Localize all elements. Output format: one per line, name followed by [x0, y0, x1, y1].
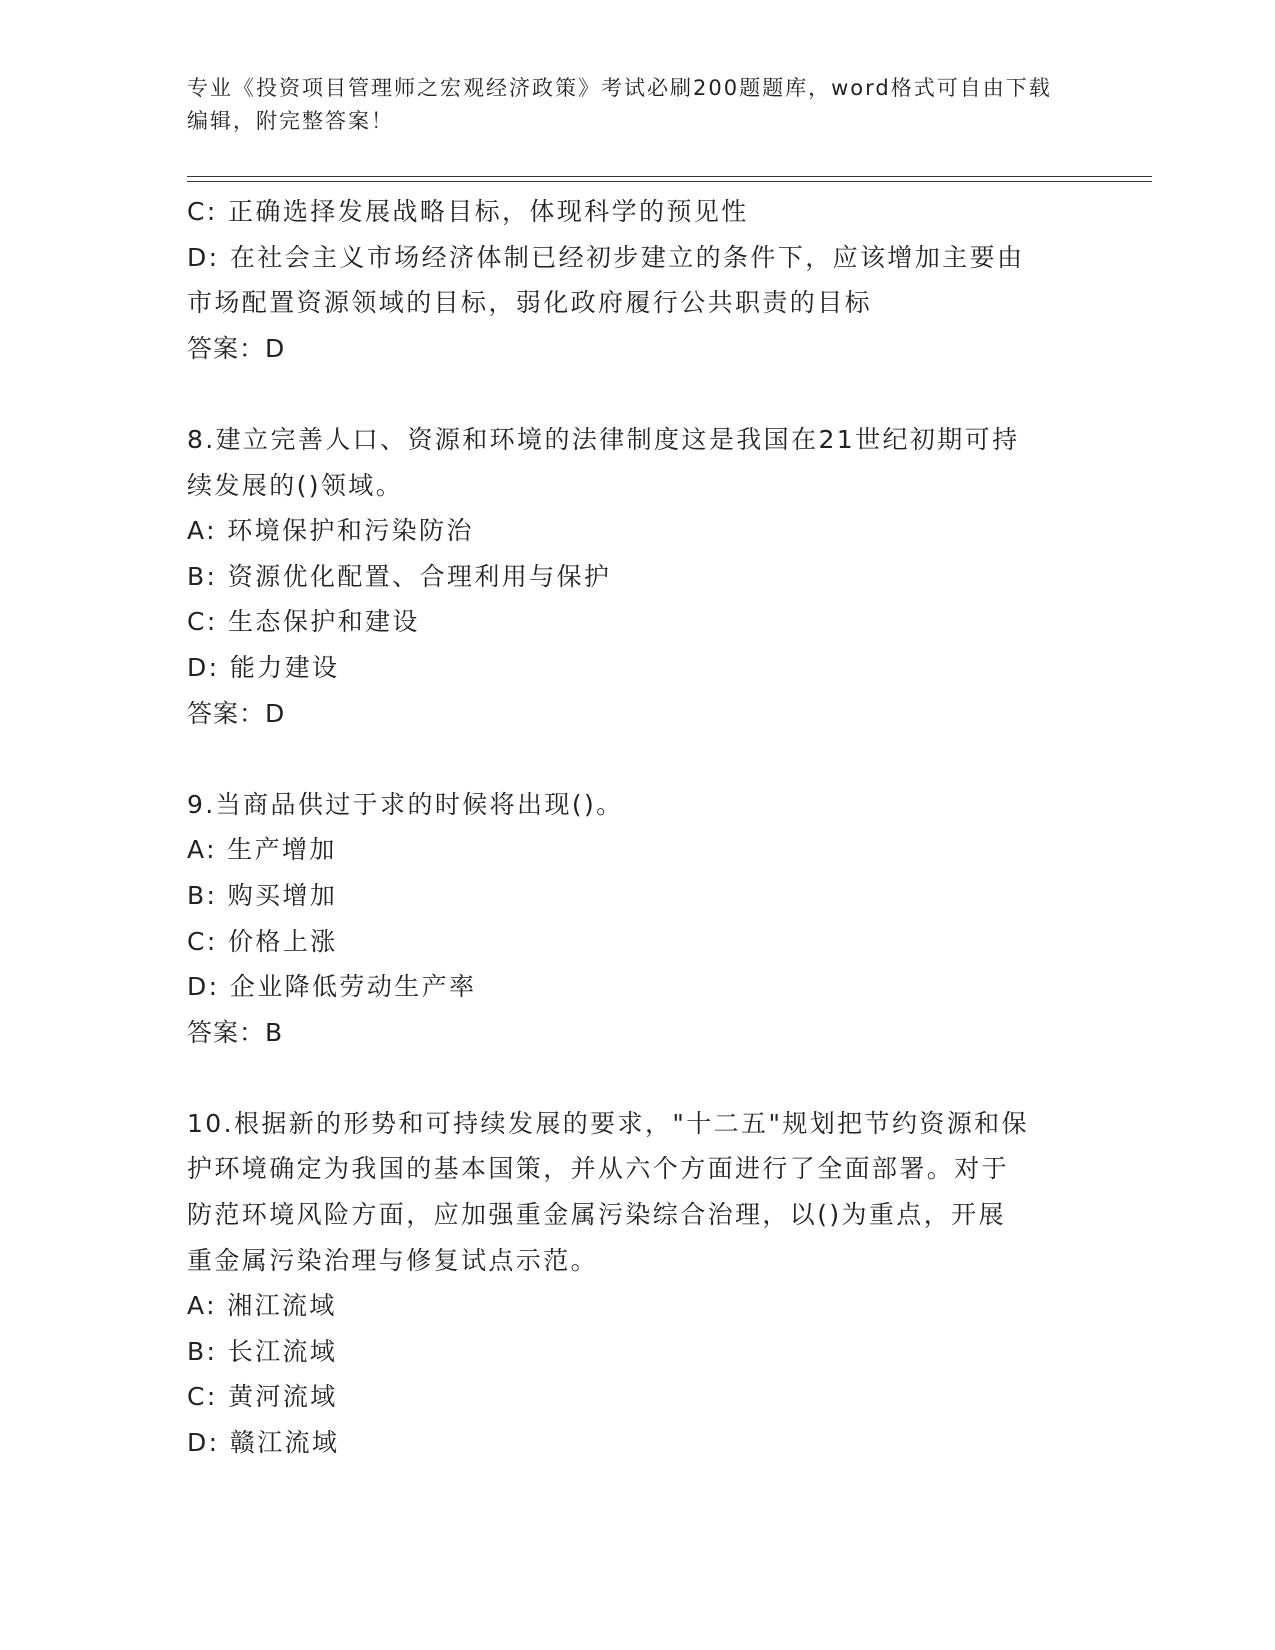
- question-10: [187, 1101, 1087, 1466]
- question-stem-line: 8.建立完善人口、资源和环境的法律制度这是我国在21世纪初期可持: [187, 424, 1020, 454]
- spacer: [187, 1055, 1087, 1101]
- answer-text: 答案：B: [187, 1017, 284, 1047]
- option-c: C: 价格上涨: [187, 926, 338, 956]
- spacer: [187, 736, 1087, 782]
- answer-text: 答案：D: [187, 333, 286, 363]
- option-d-line: 市场配置资源领域的目标，弱化政府履行公共职责的目标: [187, 288, 873, 318]
- question-stem-line: 10.根据新的形势和可持续发展的要求，"十二五"规划把节约资源和保: [187, 1108, 1029, 1138]
- option-d: D: 赣江流域: [187, 1428, 340, 1458]
- spacer: [187, 371, 1087, 417]
- header-divider-thin: [187, 181, 1152, 182]
- option-a: A: 生产增加: [187, 835, 337, 865]
- question-stem-line: 续发展的()领域。: [187, 470, 404, 500]
- answer-text: 答案：D: [187, 698, 286, 728]
- document-header: [187, 72, 1067, 138]
- option-d-line: D: 在社会主义市场经济体制已经初步建立的条件下，应该增加主要由: [187, 242, 1025, 272]
- option-c: C: 正确选择发展战略目标，体现科学的预见性: [187, 197, 749, 226]
- question-stem-line: 重金属污染治理与修复试点示范。: [187, 1245, 599, 1275]
- option-c: C: 生态保护和建设: [187, 607, 420, 637]
- header-intro-text: 专业《投资项目管理师之宏观经济政策》考试必刷200题题库，word格式可自由下载编辑，附完整答案！: [187, 76, 1052, 133]
- question-9: [187, 782, 1087, 1056]
- question-8: [187, 417, 1087, 736]
- option-b: B: 长江流域: [187, 1336, 338, 1366]
- option-a: A: 湘江流域: [187, 1291, 337, 1321]
- question-stem-line: 防范环境风险方面，应加强重金属污染综合治理，以()为重点，开展: [187, 1200, 1006, 1230]
- question-stem-line: 护环境确定为我国的基本国策，并从六个方面进行了全面部署。对于: [187, 1154, 1010, 1184]
- option-b: B: 购买增加: [187, 880, 338, 910]
- question-7-continuation: [187, 189, 1087, 371]
- header-divider-thick: [187, 176, 1152, 177]
- option-c: C: 黄河流域: [187, 1382, 338, 1412]
- option-a: A: 环境保护和污染防治: [187, 516, 474, 546]
- question-list: [187, 189, 1087, 1466]
- question-stem-line: 9.当商品供过于求的时候将出现()。: [187, 789, 624, 819]
- option-b: B: 资源优化配置、合理利用与保护: [187, 561, 612, 591]
- option-d: D: 能力建设: [187, 652, 340, 682]
- option-d: D: 企业降低劳动生产率: [187, 972, 477, 1002]
